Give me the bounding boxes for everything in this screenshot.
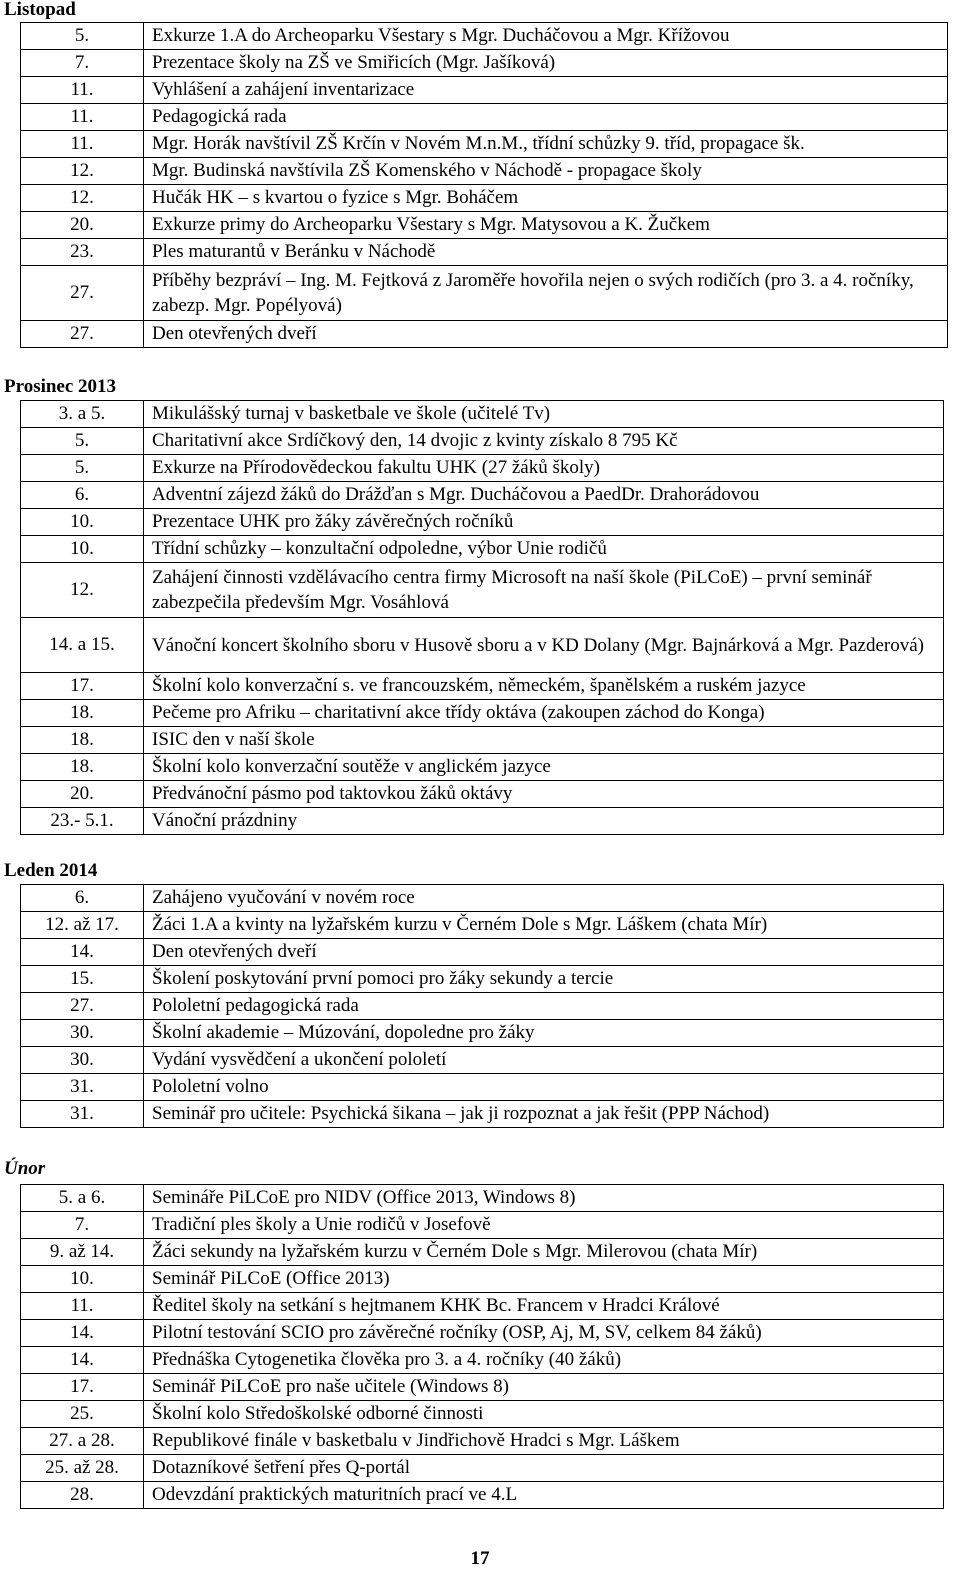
event-date: 5. <box>21 428 144 455</box>
event-description: Ples maturantů v Beránku v Náchodě <box>144 239 948 266</box>
event-description: Dotazníkové šetření přes Q-portál <box>144 1455 944 1482</box>
event-date: 27. <box>21 993 144 1020</box>
table-row <box>21 50 948 77</box>
table-row <box>21 885 944 912</box>
event-date: 23. <box>21 239 144 266</box>
table-listopad <box>20 22 948 348</box>
table-prosinec <box>20 400 944 835</box>
event-date: 18. <box>21 700 144 727</box>
event-description: Školní kolo Středoškolské odborné činnosti <box>144 1401 944 1428</box>
table-row <box>21 401 944 428</box>
event-description: Vánoční prázdniny <box>144 808 944 835</box>
event-description: Den otevřených dveří <box>144 939 944 966</box>
event-date: 31. <box>21 1074 144 1101</box>
event-date: 27. <box>21 266 144 321</box>
event-date: 27. <box>21 321 144 348</box>
table-row <box>21 939 944 966</box>
table-row <box>21 455 944 482</box>
table-row <box>21 1020 944 1047</box>
event-description: Zahájení činnosti vzdělávacího centra firmy Microsoft na naší škole (PiLCoE) – první seminář zabezpečila především Mgr. Vosáhlová <box>144 563 944 618</box>
table-row <box>21 700 944 727</box>
event-date: 27. a 28. <box>21 1428 144 1455</box>
event-description: Seminář PiLCoE (Office 2013) <box>144 1266 944 1293</box>
event-description: Den otevřených dveří <box>144 321 948 348</box>
table-row <box>21 509 944 536</box>
table-row <box>21 1428 944 1455</box>
event-description: Pololetní volno <box>144 1074 944 1101</box>
event-date: 11. <box>21 77 144 104</box>
event-description: Ředitel školy na setkání s hejtmanem KHK Bc. Francem v Hradci Králové <box>144 1293 944 1320</box>
event-description: Republikové finále v basketbalu v Jindřichově Hradci s Mgr. Láškem <box>144 1428 944 1455</box>
event-date: 11. <box>21 1293 144 1320</box>
event-date: 15. <box>21 966 144 993</box>
event-description: Odevzdání praktických maturitních prací ve 4.L <box>144 1482 944 1509</box>
event-date: 10. <box>21 509 144 536</box>
event-description: Semináře PiLCoE pro NIDV (Office 2013, Windows 8) <box>144 1185 944 1212</box>
table-row <box>21 482 944 509</box>
event-description: Školní kolo konverzační s. ve francouzském, německém, španělském a ruském jazyce <box>144 673 944 700</box>
section-title-leden: Leden 2014 <box>4 860 98 881</box>
event-description: Exkurze 1.A do Archeoparku Všestary s Mgr. Ducháčovou a Mgr. Křížovou <box>144 23 948 50</box>
event-description: Vyhlášení a zahájení inventarizace <box>144 77 948 104</box>
event-date: 18. <box>21 727 144 754</box>
event-description: Mgr. Budinská navštívila ZŠ Komenského v Náchodě - propagace školy <box>144 158 948 185</box>
section-title-prosinec: Prosinec 2013 <box>4 376 117 397</box>
table-row <box>21 1101 944 1128</box>
table-row <box>21 104 948 131</box>
event-description: Třídní schůzky – konzultační odpoledne, výbor Unie rodičů <box>144 536 944 563</box>
event-description: Zahájeno vyučování v novém roce <box>144 885 944 912</box>
table-row <box>21 781 944 808</box>
table-row <box>21 239 948 266</box>
event-date: 11. <box>21 104 144 131</box>
event-date: 30. <box>21 1047 144 1074</box>
table-unor <box>20 1184 944 1509</box>
table-row <box>21 212 948 239</box>
table-row <box>21 1047 944 1074</box>
table-row <box>21 1212 944 1239</box>
event-date: 12. až 17. <box>21 912 144 939</box>
event-description: Prezentace školy na ZŠ ve Smiřicích (Mgr. Jašíková) <box>144 50 948 77</box>
event-description: Mikulášský turnaj v basketbale ve škole (učitelé Tv) <box>144 401 944 428</box>
table-row <box>21 912 944 939</box>
table-row <box>21 966 944 993</box>
table-row <box>21 993 944 1020</box>
table-row <box>21 321 948 348</box>
table-row <box>21 1455 944 1482</box>
event-description: Exkurze na Přírodovědeckou fakultu UHK (27 žáků školy) <box>144 455 944 482</box>
event-description: Žáci 1.A a kvinty na lyžařském kurzu v Černém Dole s Mgr. Láškem (chata Mír) <box>144 912 944 939</box>
event-description: Hučák HK – s kvartou o fyzice s Mgr. Boháčem <box>144 185 948 212</box>
event-description: Předvánoční pásmo pod taktovkou žáků oktávy <box>144 781 944 808</box>
event-date: 7. <box>21 1212 144 1239</box>
table-row <box>21 563 944 618</box>
event-description: Pedagogická rada <box>144 104 948 131</box>
table-row <box>21 131 948 158</box>
event-date: 9. až 14. <box>21 1239 144 1266</box>
event-date: 20. <box>21 781 144 808</box>
event-date: 5. a 6. <box>21 1185 144 1212</box>
event-description: Žáci sekundy na lyžařském kurzu v Černém Dole s Mgr. Milerovou (chata Mír) <box>144 1239 944 1266</box>
event-date: 28. <box>21 1482 144 1509</box>
event-date: 14. a 15. <box>21 618 144 673</box>
event-date: 25. <box>21 1401 144 1428</box>
event-date: 12. <box>21 158 144 185</box>
event-description: Pololetní pedagogická rada <box>144 993 944 1020</box>
event-date: 6. <box>21 885 144 912</box>
event-date: 30. <box>21 1020 144 1047</box>
event-description: Vydání vysvědčení a ukončení pololetí <box>144 1047 944 1074</box>
event-date: 14. <box>21 1347 144 1374</box>
table-row <box>21 727 944 754</box>
event-description: Exkurze primy do Archeoparku Všestary s Mgr. Matysovou a K. Žučkem <box>144 212 948 239</box>
event-description: Školení poskytování první pomoci pro žáky sekundy a tercie <box>144 966 944 993</box>
event-date: 10. <box>21 1266 144 1293</box>
table-row <box>21 1347 944 1374</box>
event-description: Školní kolo konverzační soutěže v anglickém jazyce <box>144 754 944 781</box>
section-title-unor: Únor <box>4 1158 46 1179</box>
page-number: 17 <box>470 1548 490 1569</box>
table-row <box>21 1266 944 1293</box>
table-row <box>21 1482 944 1509</box>
event-description: Prezentace UHK pro žáky závěrečných ročníků <box>144 509 944 536</box>
event-date: 14. <box>21 939 144 966</box>
table-row <box>21 1293 944 1320</box>
event-date: 18. <box>21 754 144 781</box>
event-description: Seminář PiLCoE pro naše učitele (Windows 8) <box>144 1374 944 1401</box>
event-date: 17. <box>21 673 144 700</box>
event-date: 12. <box>21 563 144 618</box>
event-description: Charitativní akce Srdíčkový den, 14 dvojic z kvinty získalo 8 795 Kč <box>144 428 944 455</box>
table-row <box>21 158 948 185</box>
table-row <box>21 1074 944 1101</box>
event-description: Přednáška Cytogenetika člověka pro 3. a 4. ročníky (40 žáků) <box>144 1347 944 1374</box>
table-row <box>21 428 944 455</box>
section-title-listopad: Listopad <box>4 0 76 20</box>
event-date: 14. <box>21 1320 144 1347</box>
table-row <box>21 1374 944 1401</box>
event-date: 17. <box>21 1374 144 1401</box>
event-date: 6. <box>21 482 144 509</box>
table-row <box>21 808 944 835</box>
table-row <box>21 536 944 563</box>
event-description: Adventní zájezd žáků do Drážďan s Mgr. Ducháčovou a PaedDr. Drahorádovou <box>144 482 944 509</box>
table-row <box>21 23 948 50</box>
table-leden <box>20 884 944 1128</box>
table-row <box>21 1320 944 1347</box>
event-date: 11. <box>21 131 144 158</box>
event-date: 20. <box>21 212 144 239</box>
table-row <box>21 673 944 700</box>
table-row <box>21 618 944 673</box>
table-row <box>21 77 948 104</box>
table-row <box>21 1401 944 1428</box>
table-row <box>21 266 948 321</box>
table-row <box>21 1239 944 1266</box>
event-description: ISIC den v naší škole <box>144 727 944 754</box>
table-row <box>21 185 948 212</box>
event-description: Seminář pro učitele: Psychická šikana – jak ji rozpoznat a jak řešit (PPP Náchod) <box>144 1101 944 1128</box>
event-description: Pečeme pro Afriku – charitativní akce třídy oktáva (zakoupen záchod do Konga) <box>144 700 944 727</box>
event-description: Vánoční koncert školního sboru v Husově sboru a v KD Dolany (Mgr. Bajnárková a Mgr. Pazderová) <box>144 618 944 673</box>
event-date: 5. <box>21 23 144 50</box>
event-date: 25. až 28. <box>21 1455 144 1482</box>
event-description: Tradiční ples školy a Unie rodičů v Josefově <box>144 1212 944 1239</box>
event-description: Příběhy bezpráví – Ing. M. Fejtková z Jaroměře hovořila nejen o svých rodičích (pro 3. a 4. ročníky, zabezp. Mgr. Popélyová) <box>144 266 948 321</box>
table-row <box>21 754 944 781</box>
event-date: 3. a 5. <box>21 401 144 428</box>
event-description: Mgr. Horák navštívil ZŠ Krčín v Novém M.n.M., třídní schůzky 9. tříd, propagace šk. <box>144 131 948 158</box>
event-date: 10. <box>21 536 144 563</box>
event-description: Školní akademie – Múzování, dopoledne pro žáky <box>144 1020 944 1047</box>
event-date: 7. <box>21 50 144 77</box>
event-date: 31. <box>21 1101 144 1128</box>
event-date: 23.- 5.1. <box>21 808 144 835</box>
event-description: Pilotní testování SCIO pro závěrečné ročníky (OSP, Aj, M, SV, celkem 84 žáků) <box>144 1320 944 1347</box>
event-date: 5. <box>21 455 144 482</box>
event-date: 12. <box>21 185 144 212</box>
table-row <box>21 1185 944 1212</box>
